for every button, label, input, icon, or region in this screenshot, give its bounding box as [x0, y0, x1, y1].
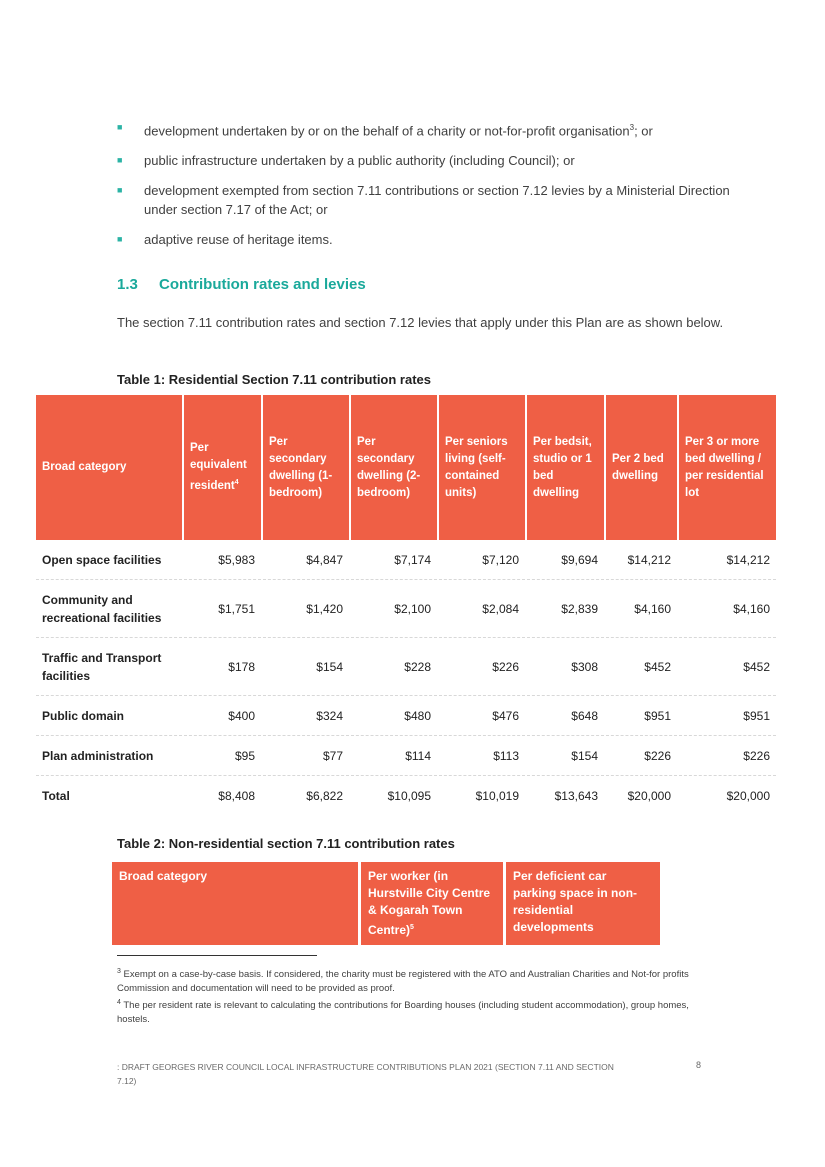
residential-contribution-table [34, 395, 778, 816]
table-cell: $8,408 [218, 789, 255, 803]
footnote: $^4$ The per resident rate is relevant to calculating the contributions for Boarding houses (including student accommodation), group homes, hostels. [117, 999, 689, 1026]
footnote-ref[interactable]: 3 [629, 123, 635, 132]
non-residential-contribution-table [109, 862, 663, 945]
table-cell: $178 [184, 638, 261, 696]
column-header: Broad category [112, 862, 358, 945]
table-cell: $10,095 [387, 789, 431, 803]
bullet-marker-icon: ■ [117, 185, 123, 196]
table-cell: $4,160 [679, 580, 776, 638]
footnote-divider [117, 955, 317, 956]
table-cell: $114 [351, 736, 437, 776]
table-header-row [36, 395, 776, 540]
table-cell: $228 [351, 638, 437, 696]
section-title: Contribution rates and levies [159, 276, 366, 293]
table-cell: $2,100 [351, 580, 437, 638]
row-category: Open space facilities [36, 540, 182, 580]
page-number: 8 [696, 1060, 702, 1070]
table-cell: $13,643 [554, 789, 598, 803]
footnotes [117, 965, 717, 1027]
table-cell: $113 [439, 736, 525, 776]
footnote: $^3$ Exempt on a case-by-case basis. If considered, the charity must be registered with the ATO and Australian Charities and Not-for profits Commission and documentation will need to be provided as proof. [117, 968, 689, 995]
table-cell: $324 [263, 696, 349, 736]
table-row [36, 580, 776, 638]
column-header: Per 3 or more bed dwelling / per residential lot [679, 395, 776, 540]
table-cell: $480 [351, 696, 437, 736]
table-cell: $20,000 [726, 789, 770, 803]
column-header: Per deficient car parking space in non-residential developments [506, 862, 660, 945]
column-header: Per worker (in Hurstville City Centre & Kogarah Town Centre)$^5$ [361, 862, 503, 945]
table-cell: $452 [679, 638, 776, 696]
table-cell: $5,983 [184, 540, 261, 580]
table-cell: $226 [439, 638, 525, 696]
table-cell: $308 [527, 638, 604, 696]
bullet-marker-icon: ■ [117, 122, 123, 132]
column-header: Per secondary dwelling (2-bedroom) [351, 395, 437, 540]
column-header: Per 2 bed dwelling [606, 395, 677, 540]
table-cell: $226 [679, 736, 776, 776]
table-cell: $4,847 [263, 540, 349, 580]
table-header-row [112, 862, 660, 945]
bullet-marker-icon: ■ [117, 155, 123, 166]
intro-paragraph: The section 7.11 contribution rates and section 7.12 levies that apply under this Plan are as shown below. [117, 315, 724, 330]
table2-caption: Table 2: Non-residential section 7.11 contribution rates [117, 836, 455, 851]
column-header: Per seniors living (self-contained units) [439, 395, 525, 540]
footnote-ref[interactable]: 5 [410, 924, 414, 931]
row-category: Total [42, 789, 70, 803]
table-cell: $7,120 [439, 540, 525, 580]
table-cell: $14,212 [606, 540, 677, 580]
list-item [117, 118, 737, 140]
table-cell: $10,019 [475, 789, 519, 803]
table-cell: $951 [679, 696, 776, 736]
bullet-list [117, 118, 737, 260]
column-header: Per secondary dwelling (1-bedroom) [263, 395, 349, 540]
table-cell: $648 [527, 696, 604, 736]
table-cell: $4,160 [606, 580, 677, 638]
table-cell: $20,000 [627, 789, 671, 803]
table-row [36, 638, 776, 696]
table-cell: $9,694 [527, 540, 604, 580]
table-cell: $6,822 [306, 789, 343, 803]
section-heading [117, 276, 366, 293]
table-cell: $400 [184, 696, 261, 736]
page-footer: : DRAFT GEORGES RIVER COUNCIL LOCAL INFRASTRUCTURE CONTRIBUTIONS PLAN 2021 (SECTION 7.11 AND SECTION 7.12) [117, 1062, 614, 1086]
table-cell: $95 [184, 736, 261, 776]
table-cell: $476 [439, 696, 525, 736]
bullet-text: development exempted from section 7.11 contributions or section 7.12 levies by a Ministerial Direction under section 7.17 of the Act; or [144, 183, 730, 218]
section-number: 1.3 [117, 276, 138, 293]
list-item [117, 181, 737, 219]
table-row-total [36, 776, 776, 816]
table-cell: $1,751 [184, 580, 261, 638]
table-cell: $14,212 [679, 540, 776, 580]
table-cell: $2,839 [527, 580, 604, 638]
footnote-ref[interactable]: 4 [234, 479, 239, 487]
column-header: Broad category [36, 395, 182, 540]
table-row [36, 540, 776, 580]
table-row [36, 736, 776, 776]
column-header: Per equivalent resident$^4$ [184, 395, 261, 540]
bullet-marker-icon: ■ [117, 234, 123, 245]
list-item [117, 230, 737, 249]
bullet-text-end: ; or [634, 123, 653, 139]
table-cell: $154 [263, 638, 349, 696]
table-cell: $154 [527, 736, 604, 776]
table-row [36, 696, 776, 736]
table-cell: $951 [606, 696, 677, 736]
list-item [117, 151, 737, 170]
bullet-text: adaptive reuse of heritage items. [144, 232, 333, 248]
table-cell: $226 [606, 736, 677, 776]
column-header: Per bedsit, studio or 1 bed dwelling [527, 395, 604, 540]
table-cell: $77 [263, 736, 349, 776]
row-category: Community and recreational facilities [36, 580, 182, 638]
bullet-text: public infrastructure undertaken by a public authority (including Council); or [144, 153, 575, 169]
row-category: Public domain [36, 696, 182, 736]
table-cell: $452 [606, 638, 677, 696]
bullet-text: development undertaken by or on the behalf of a charity or not-for-profit organisation [144, 123, 630, 139]
table1-caption: Table 1: Residential Section 7.11 contribution rates [117, 372, 432, 387]
table-cell: $1,420 [263, 580, 349, 638]
table-cell: $7,174 [351, 540, 437, 580]
row-category: Traffic and Transport facilities [36, 638, 182, 696]
table-cell: $2,084 [439, 580, 525, 638]
row-category: Plan administration [36, 736, 182, 776]
